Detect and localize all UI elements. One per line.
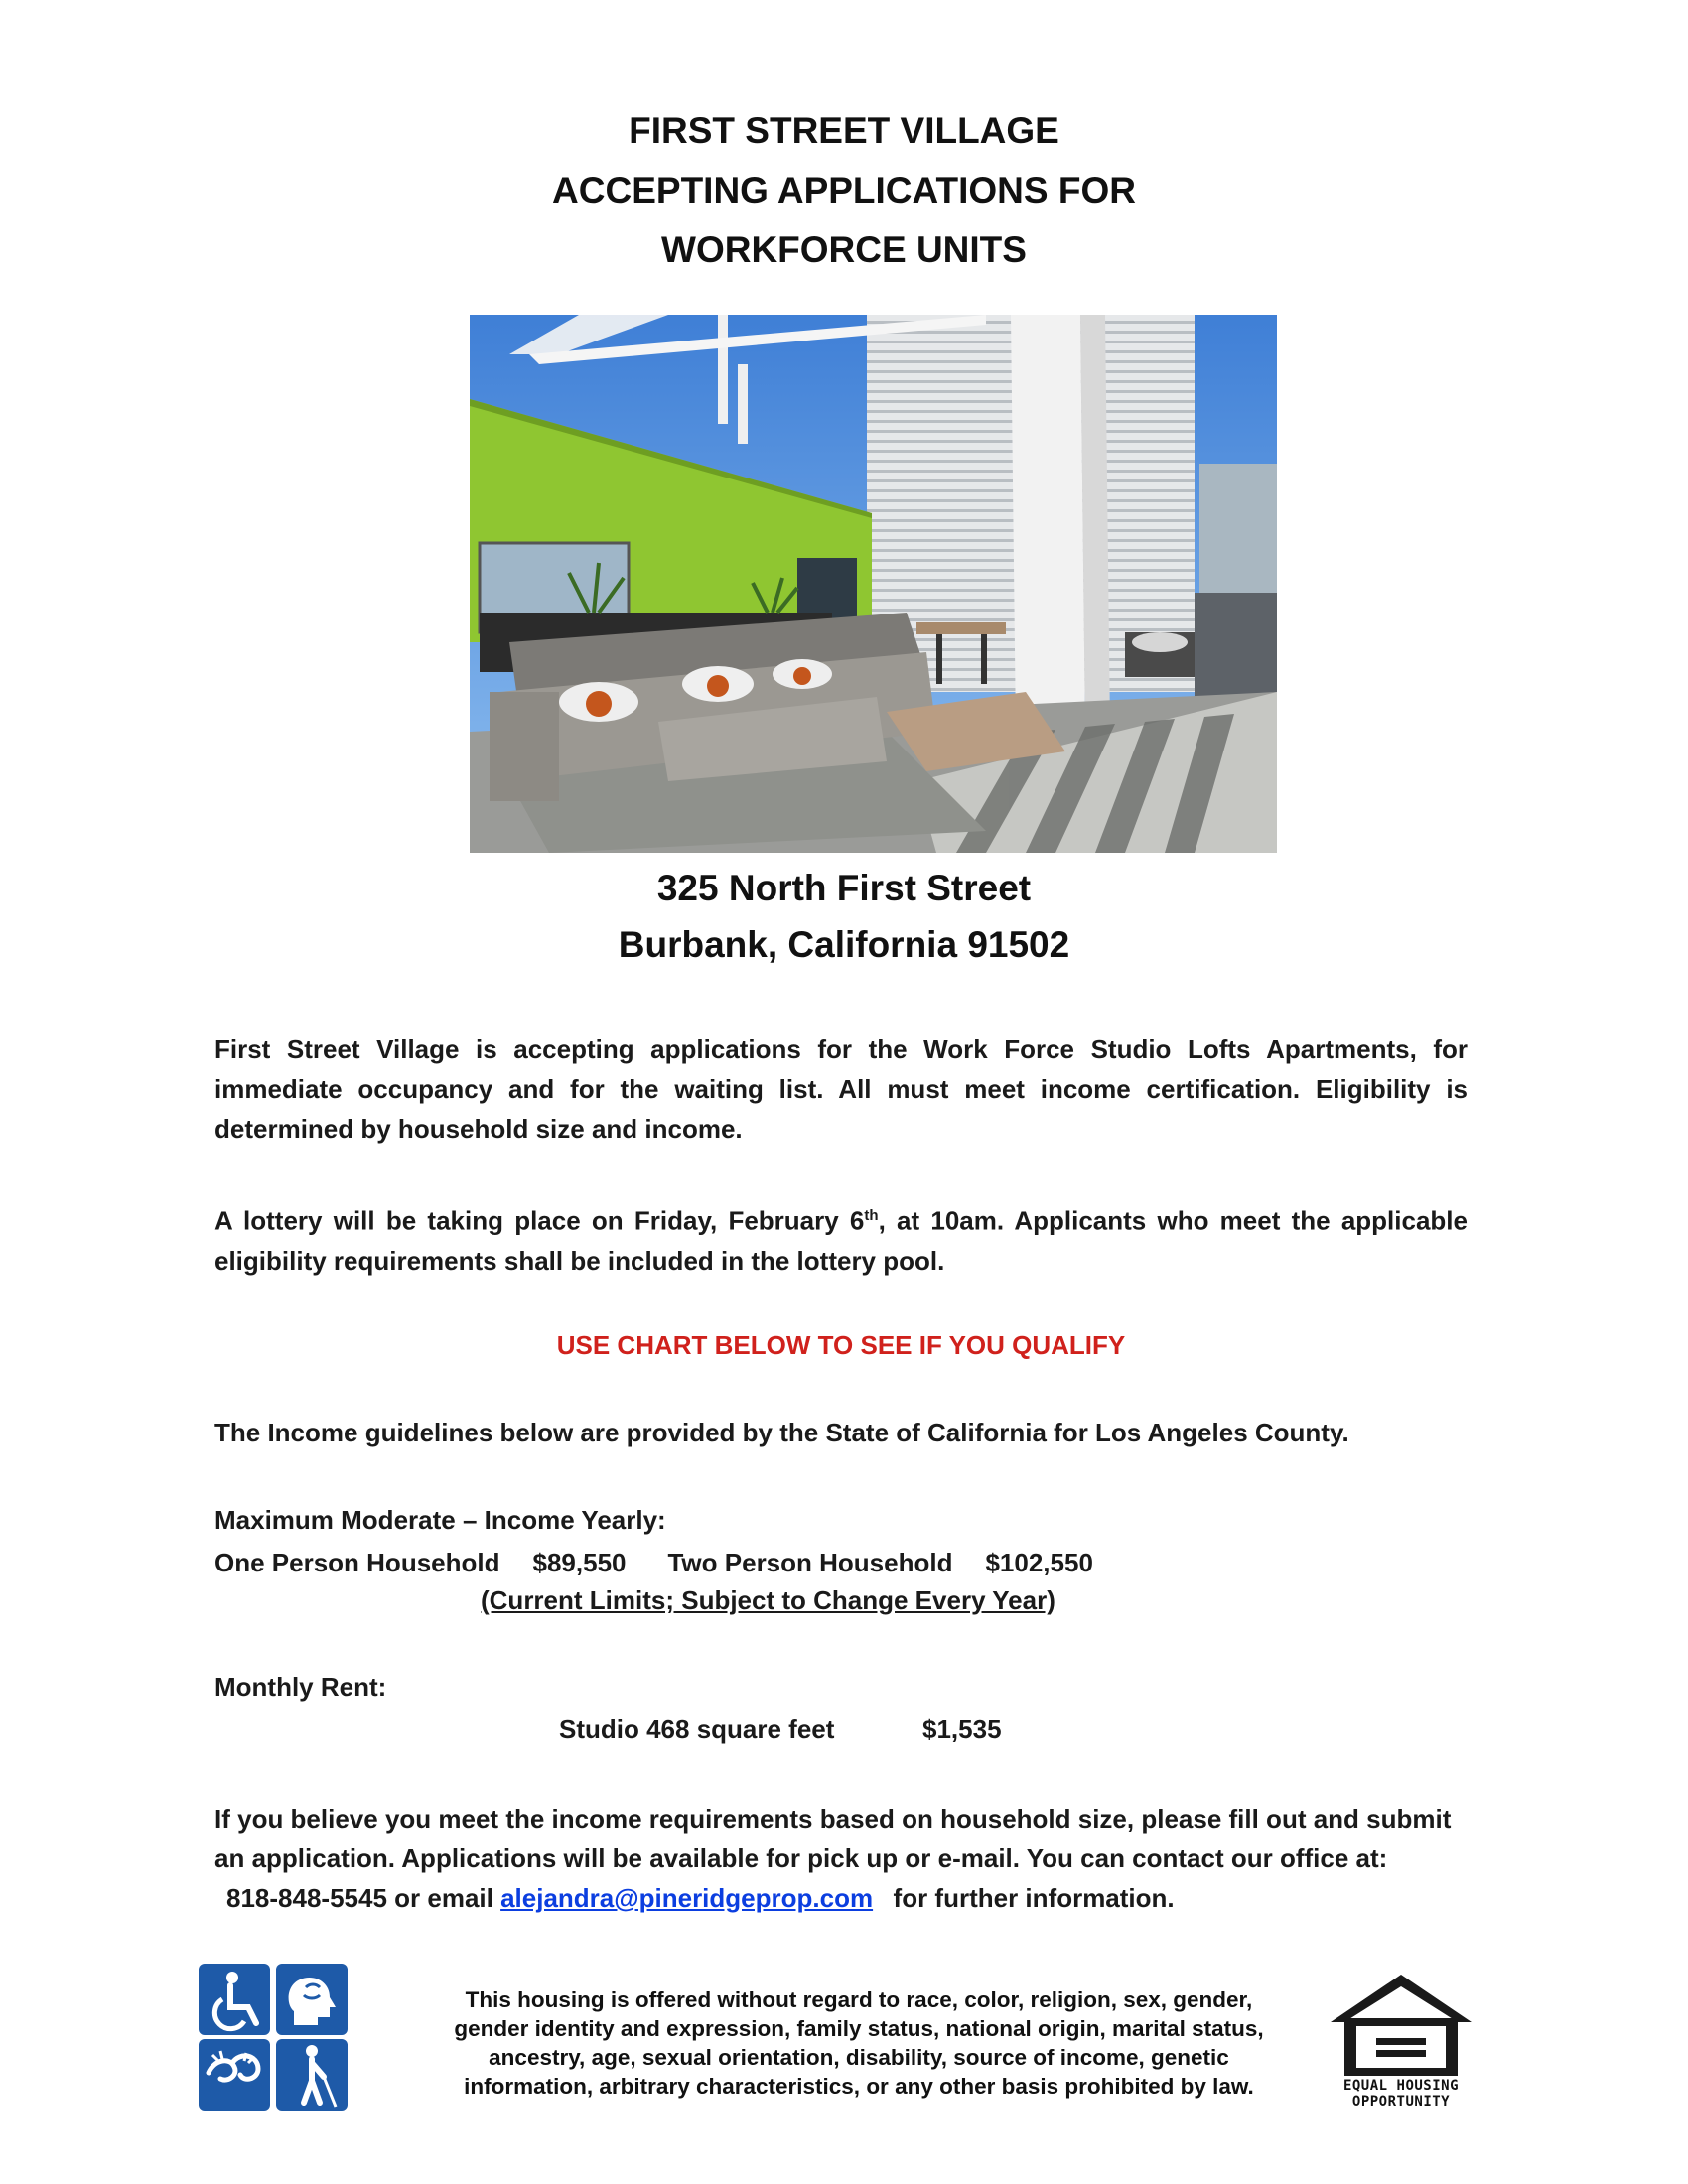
fair-housing-disclaimer — [397, 1985, 1321, 2101]
intro-paragraph: First Street Village is accepting applications for the Work Force Studio Lofts Apartments, for immediate occupancy and for the waiting list. All must meet income certification. Eligibility is determined by household size and income. — [214, 1034, 1468, 1144]
disclaimer-line-4: information, arbitrary characteristics, or any other basis prohibited by law. — [464, 2074, 1254, 2099]
one-person-value: $89,550 — [532, 1548, 627, 1577]
page-title — [0, 101, 1688, 280]
contact-line-3 — [226, 1878, 1479, 1918]
title-line-2: ACCEPTING APPLICATIONS FOR — [552, 170, 1136, 210]
equal-housing-logo — [1327, 1971, 1476, 2110]
disclaimer-line-1: This housing is offered without regard to race, color, religion, sex, gender, — [465, 1987, 1253, 2012]
rent-heading: Monthly Rent: — [214, 1672, 387, 1702]
lottery-text-end: , at 10am. Applicants who meet the applicable eligibility requirements shall be included in the lottery pool. — [214, 1205, 1468, 1276]
hearing-head-icon — [276, 1964, 348, 2035]
accessibility-icons — [199, 1964, 348, 2111]
rent-price: $1,535 — [922, 1714, 1002, 1744]
limits-note: (Current Limits; Subject to Change Every Year) — [481, 1585, 1055, 1615]
two-person-value: $102,550 — [985, 1548, 1093, 1577]
lottery-text-start: A lottery will be taking place on Friday, February 6 — [214, 1205, 865, 1236]
phone-text: 818-848-5545 or email — [226, 1883, 493, 1913]
income-row — [214, 1543, 1307, 1582]
equal-housing-line-2: OPPORTUNITY — [1351, 2094, 1451, 2110]
address-block — [0, 860, 1688, 973]
equal-housing-text — [1327, 2078, 1476, 2110]
lottery-paragraph — [214, 1196, 1468, 1281]
contact-line-2: an application. Applications will be available for pick up or e-mail. You can contact our office at: — [214, 1843, 1388, 1873]
street-address: 325 North First Street — [656, 868, 1032, 908]
contact-after-text: for further information. — [893, 1883, 1175, 1913]
contact-line-1: If you believe you meet the income requirements based on household size, please fill out and submit — [214, 1804, 1452, 1834]
title-line-3: WORKFORCE UNITS — [661, 229, 1027, 270]
income-heading: Maximum Moderate – Income Yearly: — [214, 1505, 666, 1535]
city-address: Burbank, California 91502 — [618, 924, 1070, 965]
income-guidelines-text: The Income guidelines below are provided by the State of California for Los Angeles County. — [214, 1418, 1349, 1447]
rent-unit: Studio 468 square feet — [559, 1714, 835, 1744]
patio-illustration — [470, 315, 1277, 853]
disclaimer-line-2: gender identity and expression, family status, national origin, marital status, — [454, 2016, 1264, 2041]
house-icon — [1327, 1971, 1476, 2078]
title-line-1: FIRST STREET VILLAGE — [629, 110, 1059, 151]
disclaimer-line-3: ancestry, age, sexual orientation, disability, source of income, genetic — [489, 2045, 1229, 2070]
email-link[interactable]: alejandra@pineridgeprop.com — [500, 1883, 874, 1913]
sign-language-icon — [199, 2039, 270, 2111]
rooftop-patio-photo — [470, 315, 1277, 853]
chart-notice: USE CHART BELOW TO SEE IF YOU QUALIFY — [556, 1330, 1126, 1360]
two-person-label: Two Person Household — [667, 1548, 953, 1577]
one-person-label: One Person Household — [214, 1548, 500, 1577]
wheelchair-icon — [199, 1964, 270, 2035]
blind-cane-icon — [276, 2039, 348, 2111]
lottery-superscript: th — [864, 1207, 879, 1224]
equal-housing-line-1: EQUAL HOUSING — [1342, 2078, 1460, 2094]
